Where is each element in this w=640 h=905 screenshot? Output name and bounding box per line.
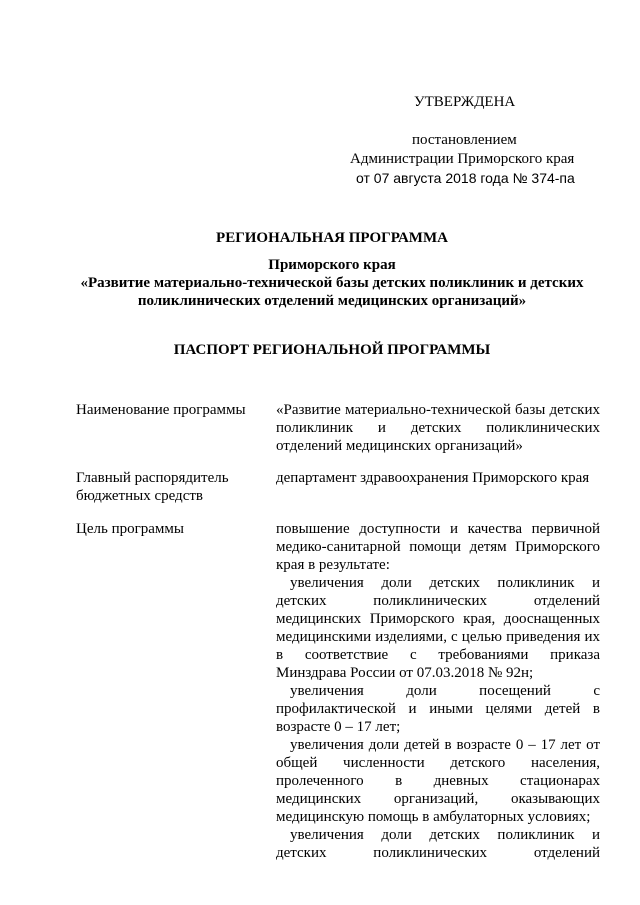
value-line: медицинскую помощь в амбулаторных условиях;	[276, 809, 591, 825]
row-value-program-name	[276, 401, 600, 455]
value-line: поликлиник и детских поликлинических	[276, 420, 600, 436]
label-line: Главный распорядитель	[76, 470, 229, 486]
value-line: «Развитие материально-технической базы детских	[276, 402, 600, 418]
value-line: детских поликлинических отделений	[276, 845, 600, 861]
value-line: пролеченного в дневных стационарах	[276, 773, 600, 789]
value-line: медицинских организаций, оказывающих	[276, 791, 600, 807]
value-line: отделений медицинских организаций»	[276, 438, 523, 454]
approval-resolution: постановлением	[412, 132, 517, 148]
value-line: профилактической и иными целями детей в	[276, 701, 600, 717]
label-line: Наименование программы	[76, 402, 246, 418]
passport-heading: ПАСПОРТ РЕГИОНАЛЬНОЙ ПРОГРАММЫ	[173, 342, 491, 358]
value-line: края в результате:	[276, 557, 390, 573]
approval-administration: Администрации Приморского края	[350, 151, 575, 167]
value-line: в соответствие с требованиями приказа	[276, 647, 600, 663]
value-line: повышение доступности и качества первичной	[276, 521, 600, 537]
value-line: медицинскими изделиями, с целью приведения их	[276, 629, 600, 645]
row-value-program-goal	[276, 520, 600, 862]
row-label-program-name	[76, 401, 256, 419]
program-name-line-2: поликлинических отделений медицинских организаций»	[137, 293, 527, 309]
program-heading: РЕГИОНАЛЬНАЯ ПРОГРАММА	[216, 230, 448, 246]
program-region: Приморского края	[268, 257, 396, 273]
row-label-budget-manager	[76, 469, 256, 505]
value-line: увеличения доли детских поликлиник и	[290, 575, 600, 591]
value-line: увеличения доли детских поликлиник и	[290, 827, 600, 843]
label-line: бюджетных средств	[76, 488, 203, 504]
label-line: Цель программы	[76, 521, 184, 537]
row-value-budget-manager	[276, 469, 600, 487]
row-label-program-goal	[76, 520, 256, 538]
value-line: Минздрава России от 07.03.2018 № 92н;	[276, 665, 534, 681]
approval-date-number: от 07 августа 2018 года № 374-па	[356, 170, 575, 186]
value-line: увеличения доли детей в возрасте 0 – 17 лет от	[290, 737, 600, 753]
program-name-line-1: «Развитие материально-технической базы детских поликлиник и детских	[80, 275, 584, 291]
value-line: увеличения доли посещений с	[290, 683, 600, 699]
approval-title: УТВЕРЖДЕНА	[414, 94, 516, 110]
value-line: общей численности детского населения,	[276, 755, 600, 771]
value-line: медицинских Приморского края, дооснащенных	[276, 611, 600, 627]
value-line: возрасте 0 – 17 лет;	[276, 719, 401, 735]
value-line: детских поликлинических отделений	[276, 593, 600, 609]
value-line: медико-санитарной помощи детям Приморского	[276, 539, 600, 555]
value-line: департамент здравоохранения Приморского края	[276, 470, 590, 486]
